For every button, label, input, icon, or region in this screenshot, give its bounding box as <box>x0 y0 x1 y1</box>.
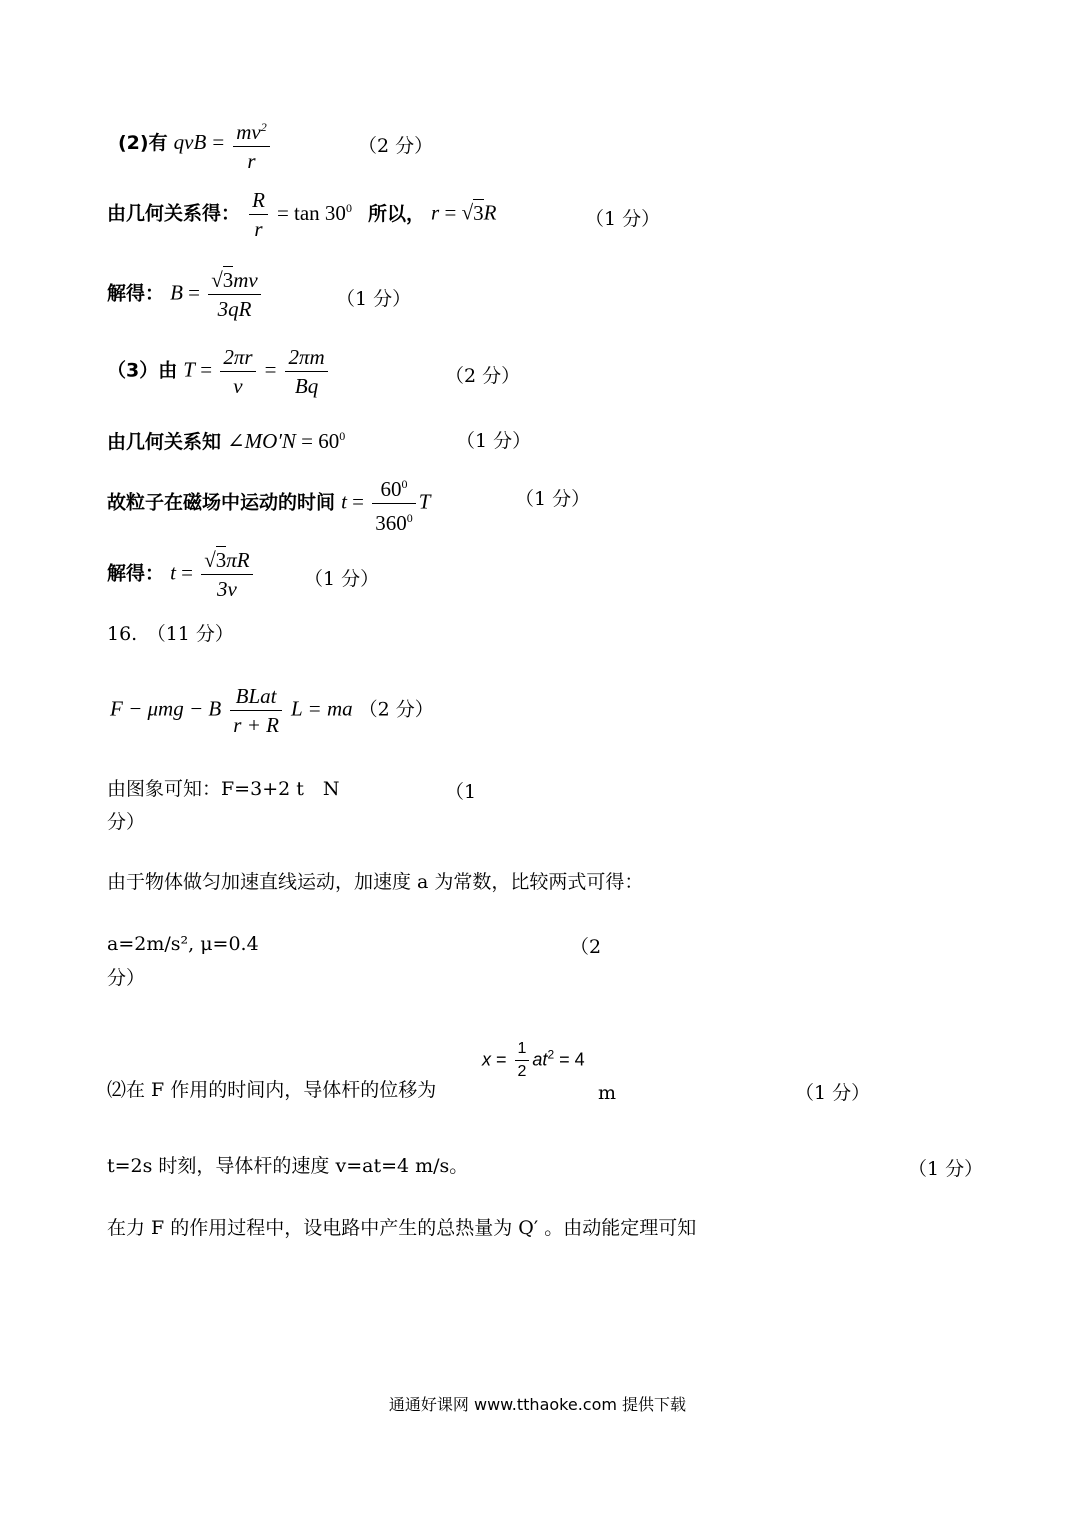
angle-value: = $60^0$ <box>295 429 346 453</box>
fraction-2pir-v: $\frac{2\pi r}{v}$ <box>220 345 255 398</box>
angle-line <box>107 424 345 454</box>
symbol-x: x <box>482 1049 491 1070</box>
line-prefix: 解得： <box>107 282 165 305</box>
newton-equation-line <box>110 684 434 737</box>
score: （1 分） <box>515 488 591 510</box>
fraction-BLat: $\frac{\text{BLat}}{r + R}$ <box>230 684 282 737</box>
fraction-60-360: $\frac{60^0}{360^0}$ <box>372 472 416 535</box>
score: （2 分） <box>445 365 521 387</box>
symbol-t: t <box>170 560 176 585</box>
symbol-t: t <box>341 489 347 514</box>
equals-sign: = <box>346 489 370 514</box>
equals-sign: = <box>212 130 225 154</box>
formula-qvb: qvB <box>173 130 207 154</box>
formula-r: r <box>431 200 440 225</box>
displacement-formula: x = $\frac{1}{2}$ $at^2 = 4$ <box>482 1040 585 1080</box>
period-line <box>107 345 331 398</box>
time-line <box>107 472 430 535</box>
fraction-t: $\frac{√3\pi R}{3v}$ <box>201 548 252 601</box>
line-prefix: 由几何关系得： <box>107 202 241 225</box>
geometry-line <box>107 188 496 241</box>
score: （2 分） <box>358 135 434 157</box>
solve-B-line <box>107 268 264 321</box>
line-text: ⑵在 F 作用的时间内，导体杆的位移为 <box>107 1079 437 1101</box>
score: （2 分） <box>358 698 434 721</box>
score: （1 分） <box>456 430 532 452</box>
symbol-B: B <box>170 280 183 305</box>
score: （1 分） <box>304 568 380 590</box>
score: （1 分） <box>336 288 412 310</box>
graph-info-line: 由图象可知：F=3+2 t N <box>107 778 340 800</box>
solve-t-line <box>107 548 256 601</box>
page-footer: 通通好课网 www.tthaoke.com 提供下载 <box>388 1395 687 1414</box>
acceleration-line: 由于物体做匀加速直线运动，加速度 a 为常数，比较两式可得： <box>107 871 644 893</box>
line-mid: 所以， <box>367 202 425 225</box>
line-prefix: 由几何关系知 <box>107 431 222 453</box>
score: 分） <box>107 811 146 833</box>
fraction-R-r: $\frac{R}{r}$ <box>249 188 268 241</box>
equals-sign: = <box>182 280 206 305</box>
fraction-mv2-r: $\frac{mv^2}{r}$ <box>233 115 270 173</box>
displacement-line <box>107 1078 436 1102</box>
symbol-T: T <box>183 357 195 382</box>
score: （1 分） <box>585 208 661 230</box>
symbol-T: T <box>418 489 431 514</box>
line-prefix: 解得： <box>107 562 165 585</box>
heat-line: 在力 F 的作用过程中，设电路中产生的总热量为 Q′ 。由动能定理可知 <box>107 1217 697 1239</box>
question-16-header: 16. （11 分） <box>107 623 234 645</box>
score: （1 分） <box>795 1082 871 1104</box>
line-prefix: (2)有 <box>118 132 168 154</box>
eq-lorentz-line <box>118 115 273 173</box>
angle-expression: ∠MO′N <box>227 429 296 453</box>
symbol-at2: at <box>532 1049 548 1070</box>
equals-sign: = <box>194 357 218 382</box>
score: （1 <box>445 781 477 803</box>
score: （1 分） <box>908 1158 984 1180</box>
fraction-half: $\frac{1}{2}$ <box>515 1040 530 1081</box>
equals-sign: = <box>175 560 199 585</box>
unit: m <box>598 1082 617 1104</box>
fraction-B: $\frac{√3mv}{3qR}$ <box>208 268 261 321</box>
equation-left: F − μmg − B <box>110 696 222 721</box>
fraction-2pim-Bq: $\frac{2\pi m}{Bq}$ <box>285 345 327 398</box>
result-line: a=2m/s², μ=0.4 <box>107 933 259 955</box>
equals-sign: = <box>264 357 277 382</box>
velocity-line: t=2s 时刻，导体杆的速度 v=at=4 m/s。 <box>107 1155 469 1177</box>
score: 分） <box>107 967 146 989</box>
tan-expression: = $\tan 30^0$ <box>276 200 352 225</box>
score: （2 <box>570 936 602 958</box>
symbol-R: R <box>483 200 497 225</box>
equation-right: L = ma <box>290 696 353 721</box>
line-prefix: （3）由 <box>107 359 178 382</box>
equals-sign: = √3 <box>439 200 484 225</box>
line-prefix: 故粒子在磁场中运动的时间 <box>107 491 336 514</box>
